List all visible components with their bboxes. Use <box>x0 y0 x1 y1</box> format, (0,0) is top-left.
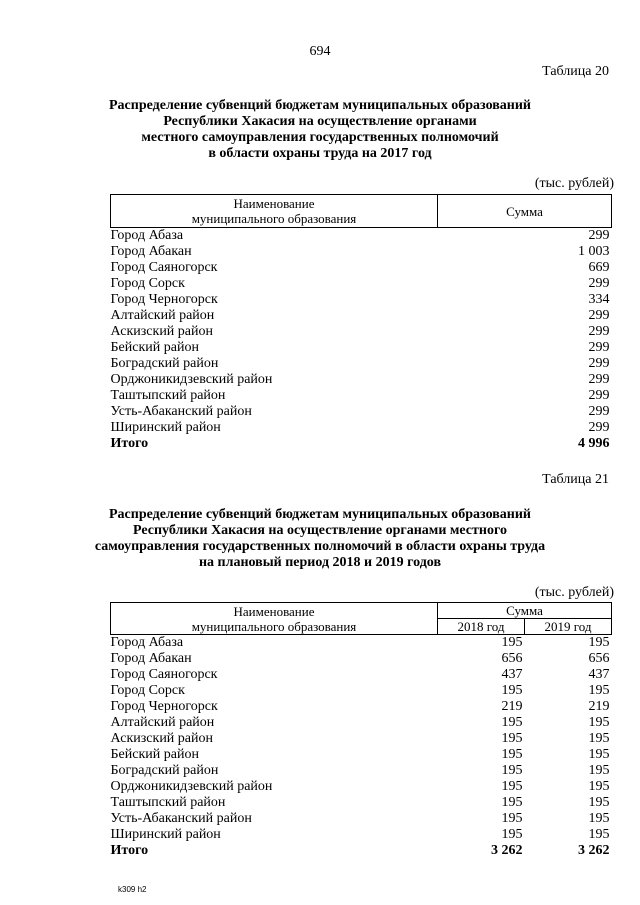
row-name: Бейский район <box>110 747 199 762</box>
row-value: 669 <box>588 260 610 275</box>
row-name: Усть-Абаканский район <box>110 811 252 826</box>
table-row <box>111 276 612 292</box>
row-value-2018: 195 <box>501 715 523 730</box>
total-row <box>111 843 612 859</box>
title-line: Республики Хакасия на осуществление органами местного <box>133 523 507 538</box>
row-value-2019: 195 <box>588 635 610 650</box>
table-20-unit: (тыс. рублей) <box>534 176 614 191</box>
row-name: Аскизский район <box>110 731 213 746</box>
table-row <box>111 404 612 420</box>
table-row <box>111 372 612 388</box>
row-name: Аскизский район <box>110 324 213 339</box>
table-row <box>111 683 612 699</box>
total-row <box>111 436 612 452</box>
row-value-2018: 219 <box>501 699 523 714</box>
header-name <box>111 603 438 635</box>
title-line: Распределение субвенций бюджетам муниципальных образований <box>109 98 531 113</box>
row-name: Город Черногорск <box>110 292 218 307</box>
row-name: Город Абакан <box>110 244 192 259</box>
row-value-2019: 195 <box>588 763 610 778</box>
row-value-2019: 195 <box>588 747 610 762</box>
row-value: 299 <box>588 228 610 243</box>
row-name: Ширинский район <box>110 827 221 842</box>
title-line: на плановый период 2018 и 2019 годов <box>198 555 442 570</box>
table-row <box>111 795 612 811</box>
table-row <box>111 699 612 715</box>
table-row <box>111 779 612 795</box>
row-name: Город Саяногорск <box>110 260 218 275</box>
table-row <box>111 731 612 747</box>
row-value: 299 <box>588 308 610 323</box>
title-line: самоуправления государственных полномочий в области охраны труда <box>94 539 546 554</box>
row-value-2019: 656 <box>588 651 610 666</box>
row-value-2018: 195 <box>501 795 523 810</box>
header-name-line1: Наименование <box>233 196 315 211</box>
table-21 <box>110 602 612 859</box>
header-name-line1: Наименование <box>233 603 315 619</box>
total-value-2018: 3 262 <box>491 843 523 858</box>
row-value: 299 <box>588 276 610 291</box>
row-value-2018: 195 <box>501 779 523 794</box>
table-row <box>111 811 612 827</box>
header-sum: Сумма <box>438 195 612 228</box>
table-20-label: Таблица 20 <box>542 64 609 79</box>
row-value: 299 <box>588 324 610 339</box>
row-value-2019: 195 <box>588 827 610 842</box>
row-value-2018: 195 <box>501 635 523 650</box>
row-name: Орджоникидзевский район <box>110 372 273 387</box>
table-row <box>111 827 612 843</box>
table-21-unit: (тыс. рублей) <box>534 585 614 600</box>
row-value-2018: 195 <box>501 763 523 778</box>
row-value: 1 003 <box>578 244 610 259</box>
row-name: Город Саяногорск <box>110 667 218 682</box>
table-row <box>111 324 612 340</box>
header-name <box>111 195 438 228</box>
row-value-2018: 195 <box>501 811 523 826</box>
footer-code: k309 h2 <box>118 885 147 894</box>
row-value-2019: 195 <box>588 731 610 746</box>
row-value-2018: 437 <box>501 667 523 682</box>
row-name: Город Абаза <box>110 635 184 650</box>
header-2018: 2018 год <box>438 619 525 635</box>
page-number: 694 <box>309 44 331 59</box>
table-row <box>111 340 612 356</box>
row-name: Усть-Абаканский район <box>110 404 252 419</box>
total-label: Итого <box>110 843 149 858</box>
row-value-2018: 195 <box>501 683 523 698</box>
table-row <box>111 420 612 436</box>
row-value: 299 <box>588 420 610 435</box>
row-name: Таштыпский район <box>110 795 226 810</box>
row-name: Город Сорск <box>110 276 185 291</box>
table-row <box>111 635 612 652</box>
table-20-title <box>40 98 600 162</box>
row-value: 334 <box>588 292 610 307</box>
table-row <box>111 651 612 667</box>
row-value-2019: 195 <box>588 795 610 810</box>
total-value-2019: 3 262 <box>578 843 610 858</box>
table-row <box>111 747 612 763</box>
row-value-2018: 656 <box>501 651 523 666</box>
table-row <box>111 667 612 683</box>
row-name: Боградский район <box>110 763 219 778</box>
row-name: Город Черногорск <box>110 699 218 714</box>
table-row <box>111 228 612 245</box>
row-value: 299 <box>588 356 610 371</box>
table-row <box>111 763 612 779</box>
row-name: Бейский район <box>110 340 199 355</box>
table-row <box>111 388 612 404</box>
table-21-label: Таблица 21 <box>542 472 609 487</box>
table-row <box>111 292 612 308</box>
row-value-2019: 219 <box>588 699 610 714</box>
table-row <box>111 260 612 276</box>
row-name: Таштыпский район <box>110 388 226 403</box>
table-row <box>111 308 612 324</box>
row-value-2019: 195 <box>588 779 610 794</box>
title-line: в области охраны труда на 2017 год <box>208 146 432 161</box>
row-value: 299 <box>588 372 610 387</box>
row-name: Орджоникидзевский район <box>110 779 273 794</box>
title-line: Республики Хакасия на осуществление органами <box>163 114 477 129</box>
table-row <box>111 715 612 731</box>
row-name: Город Абакан <box>110 651 192 666</box>
table-20 <box>110 194 612 452</box>
row-value-2019: 195 <box>588 811 610 826</box>
row-name: Ширинский район <box>110 420 221 435</box>
row-value-2018: 195 <box>501 827 523 842</box>
table-21-title <box>40 507 600 571</box>
row-value-2018: 195 <box>501 731 523 746</box>
row-value: 299 <box>588 404 610 419</box>
row-value-2019: 437 <box>588 667 610 682</box>
title-line: Распределение субвенций бюджетам муниципальных образований <box>109 507 531 522</box>
total-label: Итого <box>110 436 149 451</box>
header-name-line2: муниципального образования <box>191 211 357 226</box>
row-name: Алтайский район <box>110 715 215 730</box>
row-name: Город Абаза <box>110 228 184 243</box>
header-name-line2: муниципального образования <box>191 618 357 634</box>
title-line: местного самоуправления государственных полномочий <box>141 130 499 145</box>
row-value-2018: 195 <box>501 747 523 762</box>
table-row <box>111 244 612 260</box>
row-name: Алтайский район <box>110 308 215 323</box>
row-value: 299 <box>588 388 610 403</box>
header-2019: 2019 год <box>525 619 612 635</box>
row-value-2019: 195 <box>588 715 610 730</box>
row-name: Боградский район <box>110 356 219 371</box>
table-row <box>111 356 612 372</box>
row-value-2019: 195 <box>588 683 610 698</box>
total-value: 4 996 <box>578 436 610 451</box>
header-sum: Сумма <box>438 603 612 619</box>
row-value: 299 <box>588 340 610 355</box>
row-name: Город Сорск <box>110 683 185 698</box>
